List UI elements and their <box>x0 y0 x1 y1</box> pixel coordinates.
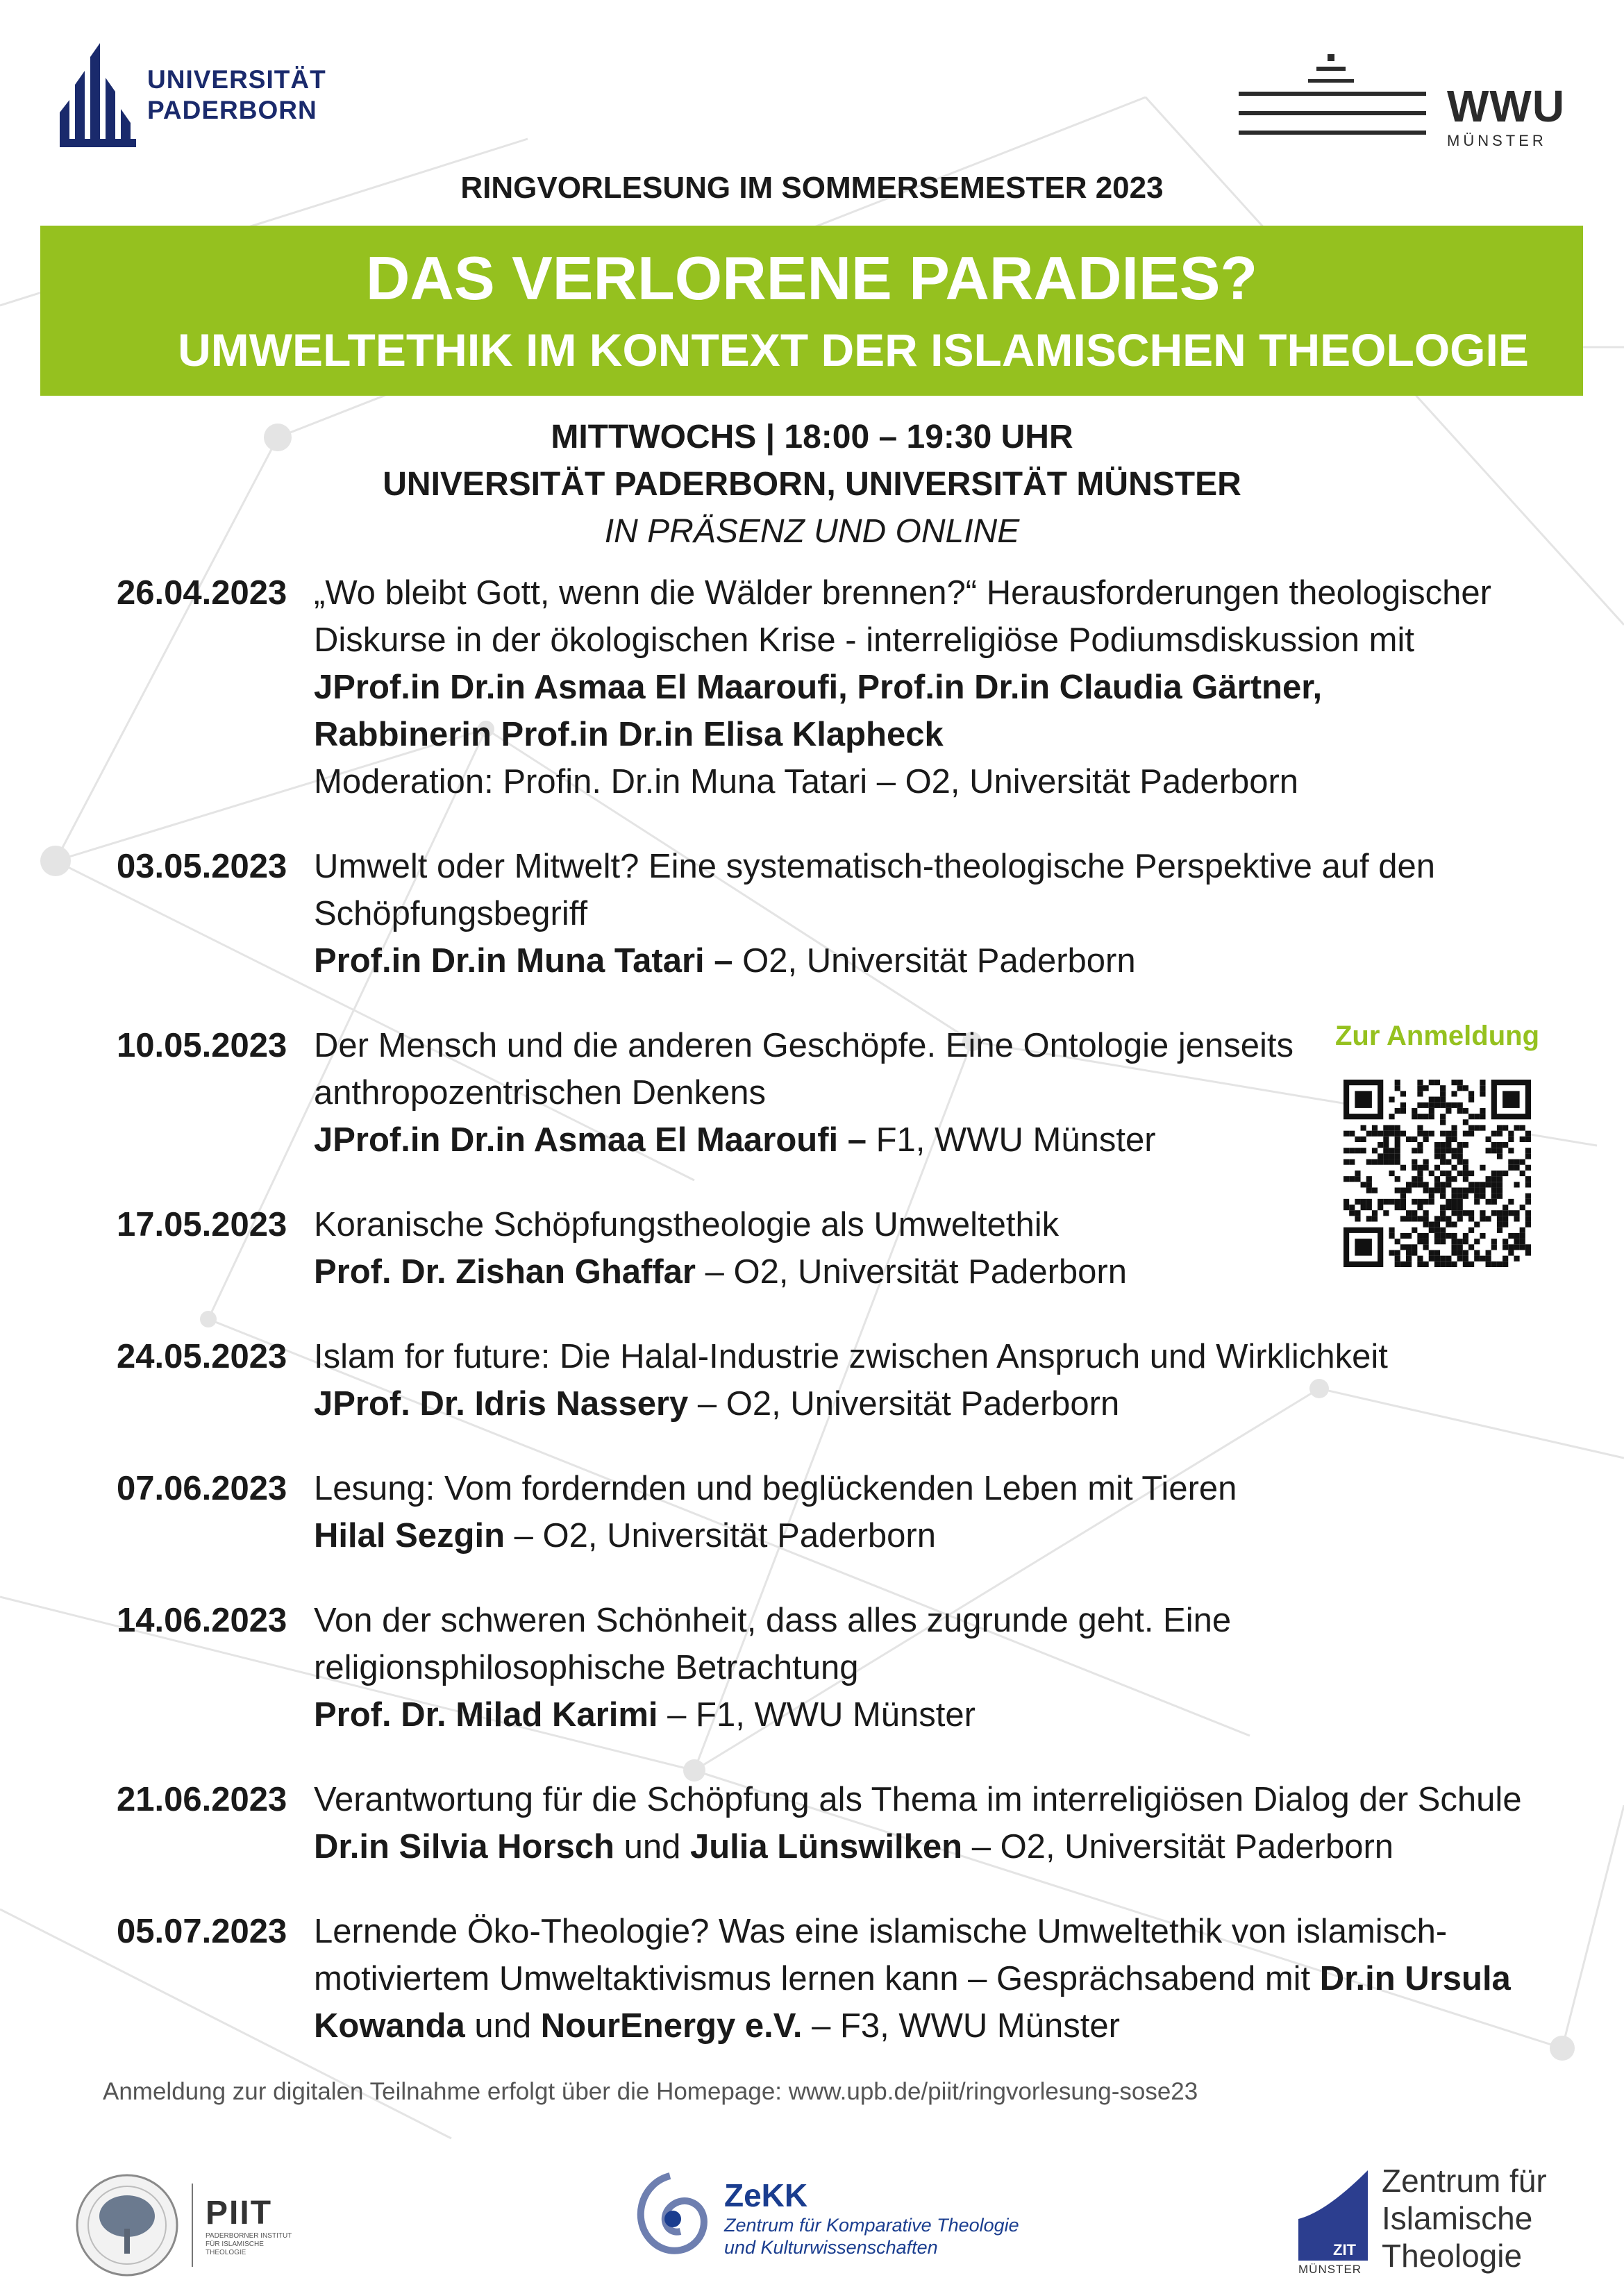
event-details <box>314 569 1505 805</box>
event-speaker: NourEnergy e.V. <box>540 2007 803 2045</box>
event-speaker: JProf. Dr. Idris Nassery <box>314 1385 689 1423</box>
zekk-subtitle-1: Zentrum für Komparative Theologie <box>724 2215 1019 2236</box>
event-speaker: JProf.in Dr.in Asmaa El Maaroufi – <box>314 1121 867 1159</box>
event-speaker: JProf.in Dr.in Asmaa El Maaroufi, Prof.in Dr.in Claudia Gärtner, <box>314 669 1323 706</box>
meta-time: MITTWOCHS | 18:00 – 19:30 UHR <box>551 419 1073 455</box>
wwu-wordmark: WWU <box>1447 81 1566 131</box>
event-row <box>117 1333 1505 1427</box>
footer-logos <box>0 2159 1624 2291</box>
event-details <box>314 1333 1505 1427</box>
zit-line3: Theologie <box>1382 2238 1523 2274</box>
event-text: Lernende Öko-Theologie? Was eine islamische Umweltethik von islamisch- <box>314 1913 1448 1950</box>
event-line <box>314 1776 1522 1823</box>
event-text: – O2, Universität Paderborn <box>505 1517 936 1555</box>
event-text: Der Mensch und die anderen Geschöpfe. Eine Ontologie jenseits <box>314 1027 1294 1064</box>
event-text: F1, WWU Münster <box>867 1121 1156 1159</box>
event-row <box>117 843 1505 984</box>
event-date: 24.05.2023 <box>117 1338 287 1375</box>
event-speaker: Prof. Dr. Milad Karimi <box>314 1696 658 1734</box>
event-text: Diskurse in der ökologischen Krise - interreligiöse Podiumsdiskussion mit <box>314 621 1414 659</box>
upb-line1: UNIVERSITÄT <box>147 65 326 94</box>
event-date: 21.06.2023 <box>117 1781 287 1818</box>
event-line <box>314 758 1505 805</box>
event-line <box>314 1691 1505 1738</box>
zit-city: MÜNSTER <box>1298 2263 1362 2274</box>
event-line <box>314 569 1505 617</box>
zekk-subtitle-2: und Kulturwissenschaften <box>724 2237 938 2258</box>
event-details <box>314 1908 1511 2050</box>
event-line <box>314 711 1505 758</box>
wwu-emblem-icon <box>1239 43 1426 147</box>
event-line <box>314 1465 1505 1512</box>
event-line <box>314 617 1505 664</box>
event-details <box>314 1776 1522 1870</box>
title-banner <box>40 226 1583 396</box>
event-details <box>314 843 1505 984</box>
event-date: 05.07.2023 <box>117 1913 287 1950</box>
event-text: Verantwortung für die Schöpfung als Thema im interreligiösen Dialog der Schule <box>314 1781 1522 1818</box>
event-text: anthropozentrischen Denkens <box>314 1074 767 1112</box>
registration-qr-code[interactable] <box>1343 1080 1531 1267</box>
event-text: Koranische Schöpfungstheologie als Umweltethik <box>314 1206 1060 1243</box>
event-row <box>117 1908 1511 2050</box>
event-line <box>314 1380 1505 1427</box>
wwu-logo <box>1239 43 1566 149</box>
event-text: Umwelt oder Mitwelt? Eine systematisch-theologische Perspektive auf den <box>314 848 1436 885</box>
event-text: und <box>614 1828 690 1866</box>
event-speaker: Prof.in Dr.in Muna Tatari – <box>314 942 733 980</box>
event-details <box>314 1597 1505 1738</box>
event-speaker: Julia Lünswilken <box>689 1828 963 1866</box>
event-text: und <box>464 2007 541 2045</box>
series-heading: RINGVORLESUNG IM SOMMERSEMESTER 2023 <box>460 171 1164 205</box>
event-line <box>314 664 1505 711</box>
event-row <box>117 1022 1505 1164</box>
event-text: Moderation: Profin. Dr.in Muna Tatari – O2, Universität Paderborn <box>314 763 1299 801</box>
zekk-wordmark: ZeKK <box>724 2177 808 2213</box>
zekk-logo <box>628 2169 1019 2266</box>
spiral-icon <box>628 2169 712 2266</box>
event-line <box>314 1823 1522 1870</box>
event-text: Von der schweren Schönheit, dass alles zugrunde geht. Eine <box>314 1602 1232 1639</box>
zit-emblem-icon <box>1298 2170 1375 2274</box>
event-row <box>117 1597 1505 1738</box>
registration-footnote: Anmeldung zur digitalen Teilnahme erfolgt über die Homepage: www.upb.de/piit/ringvorlesung-sose23 <box>103 2078 1198 2105</box>
page-subtitle: UMWELTETHIK IM KONTEXT DER ISLAMISCHEN THEOLOGIE <box>178 324 1529 376</box>
registration-box <box>1319 1021 1555 1267</box>
event-date: 07.06.2023 <box>117 1470 287 1507</box>
event-row <box>117 1201 1505 1296</box>
event-date: 26.04.2023 <box>117 574 287 612</box>
meta-mode: IN PRÄSENZ UND ONLINE <box>604 513 1020 550</box>
event-line <box>314 890 1505 937</box>
event-details <box>314 1465 1505 1559</box>
event-text: – F3, WWU Münster <box>802 2007 1120 2045</box>
event-text: Schöpfungsbegriff <box>314 895 588 932</box>
wwu-city: MÜNSTER <box>1447 132 1547 149</box>
event-date: 03.05.2023 <box>117 848 287 885</box>
event-line <box>314 2002 1511 2050</box>
zit-logo <box>1298 2162 1547 2274</box>
upb-wordmark <box>147 65 326 126</box>
piit-divider <box>192 2184 193 2267</box>
event-row <box>117 1465 1505 1559</box>
event-speaker: Dr.in Silvia Horsch <box>314 1828 614 1866</box>
event-speaker: Hilal Sezgin <box>314 1517 505 1555</box>
event-row <box>117 569 1505 805</box>
event-speaker: Prof. Dr. Zishan Ghaffar <box>314 1253 696 1291</box>
event-text: Islam for future: Die Halal-Industrie zwischen Anspruch und Wirklichkeit <box>314 1338 1388 1375</box>
event-date: 14.06.2023 <box>117 1602 287 1639</box>
event-text: motiviertem Umweltaktivismus lernen kann – Gesprächsabend mit <box>314 1960 1320 1997</box>
event-line <box>314 1644 1505 1691</box>
upb-emblem-icon <box>60 43 136 147</box>
tree-seal-icon <box>75 2173 179 2277</box>
event-text: – O2, Universität Paderborn <box>695 1253 1127 1291</box>
event-text: – O2, Universität Paderborn <box>688 1385 1120 1423</box>
zit-mark-text: ZIT <box>1333 2241 1356 2259</box>
event-line <box>314 1597 1505 1644</box>
event-line <box>314 1333 1505 1380</box>
event-date: 10.05.2023 <box>117 1027 287 1064</box>
event-meta <box>0 414 1624 555</box>
event-line <box>314 1908 1511 1955</box>
event-line <box>314 843 1505 890</box>
event-text: O2, Universität Paderborn <box>733 942 1136 980</box>
event-line <box>314 937 1505 984</box>
page-title: DAS VERLORENE PARADIES? <box>365 244 1258 312</box>
event-line <box>314 1955 1511 2002</box>
event-speaker: Dr.in Ursula <box>1319 1960 1511 1997</box>
event-text: – F1, WWU Münster <box>658 1696 976 1734</box>
event-text: religionsphilosophische Betrachtung <box>314 1649 859 1686</box>
event-row <box>117 1776 1522 1870</box>
event-text: – O2, Universität Paderborn <box>962 1828 1394 1866</box>
event-text: „Wo bleibt Gott, wenn die Wälder brennen?“ Herausforderungen theologischer <box>314 574 1492 612</box>
upb-logo <box>60 43 326 147</box>
zit-line1: Zentrum für <box>1382 2163 1547 2199</box>
piit-logo <box>75 2173 303 2277</box>
registration-label: Zur Anmeldung <box>1334 1021 1540 1051</box>
piit-wordmark: PIIT <box>206 2194 273 2231</box>
event-list <box>117 569 1522 2087</box>
event-speaker: Kowanda <box>314 2007 465 2045</box>
event-speaker: Rabbinerin Prof.in Dr.in Elisa Klapheck <box>314 716 944 753</box>
event-date: 17.05.2023 <box>117 1206 287 1243</box>
meta-places: UNIVERSITÄT PADERBORN, UNIVERSITÄT MÜNSTER <box>383 466 1241 503</box>
event-line <box>314 1512 1505 1559</box>
piit-subtitle: PADERBORNER INSTITUT FÜR ISLAMISCHE THEOLOGIE <box>206 2231 292 2256</box>
upb-line2: PADERBORN <box>147 96 317 124</box>
zit-line2: Islamische <box>1382 2200 1533 2236</box>
event-text: Lesung: Vom fordernden und beglückenden Leben mit Tieren <box>314 1470 1237 1507</box>
